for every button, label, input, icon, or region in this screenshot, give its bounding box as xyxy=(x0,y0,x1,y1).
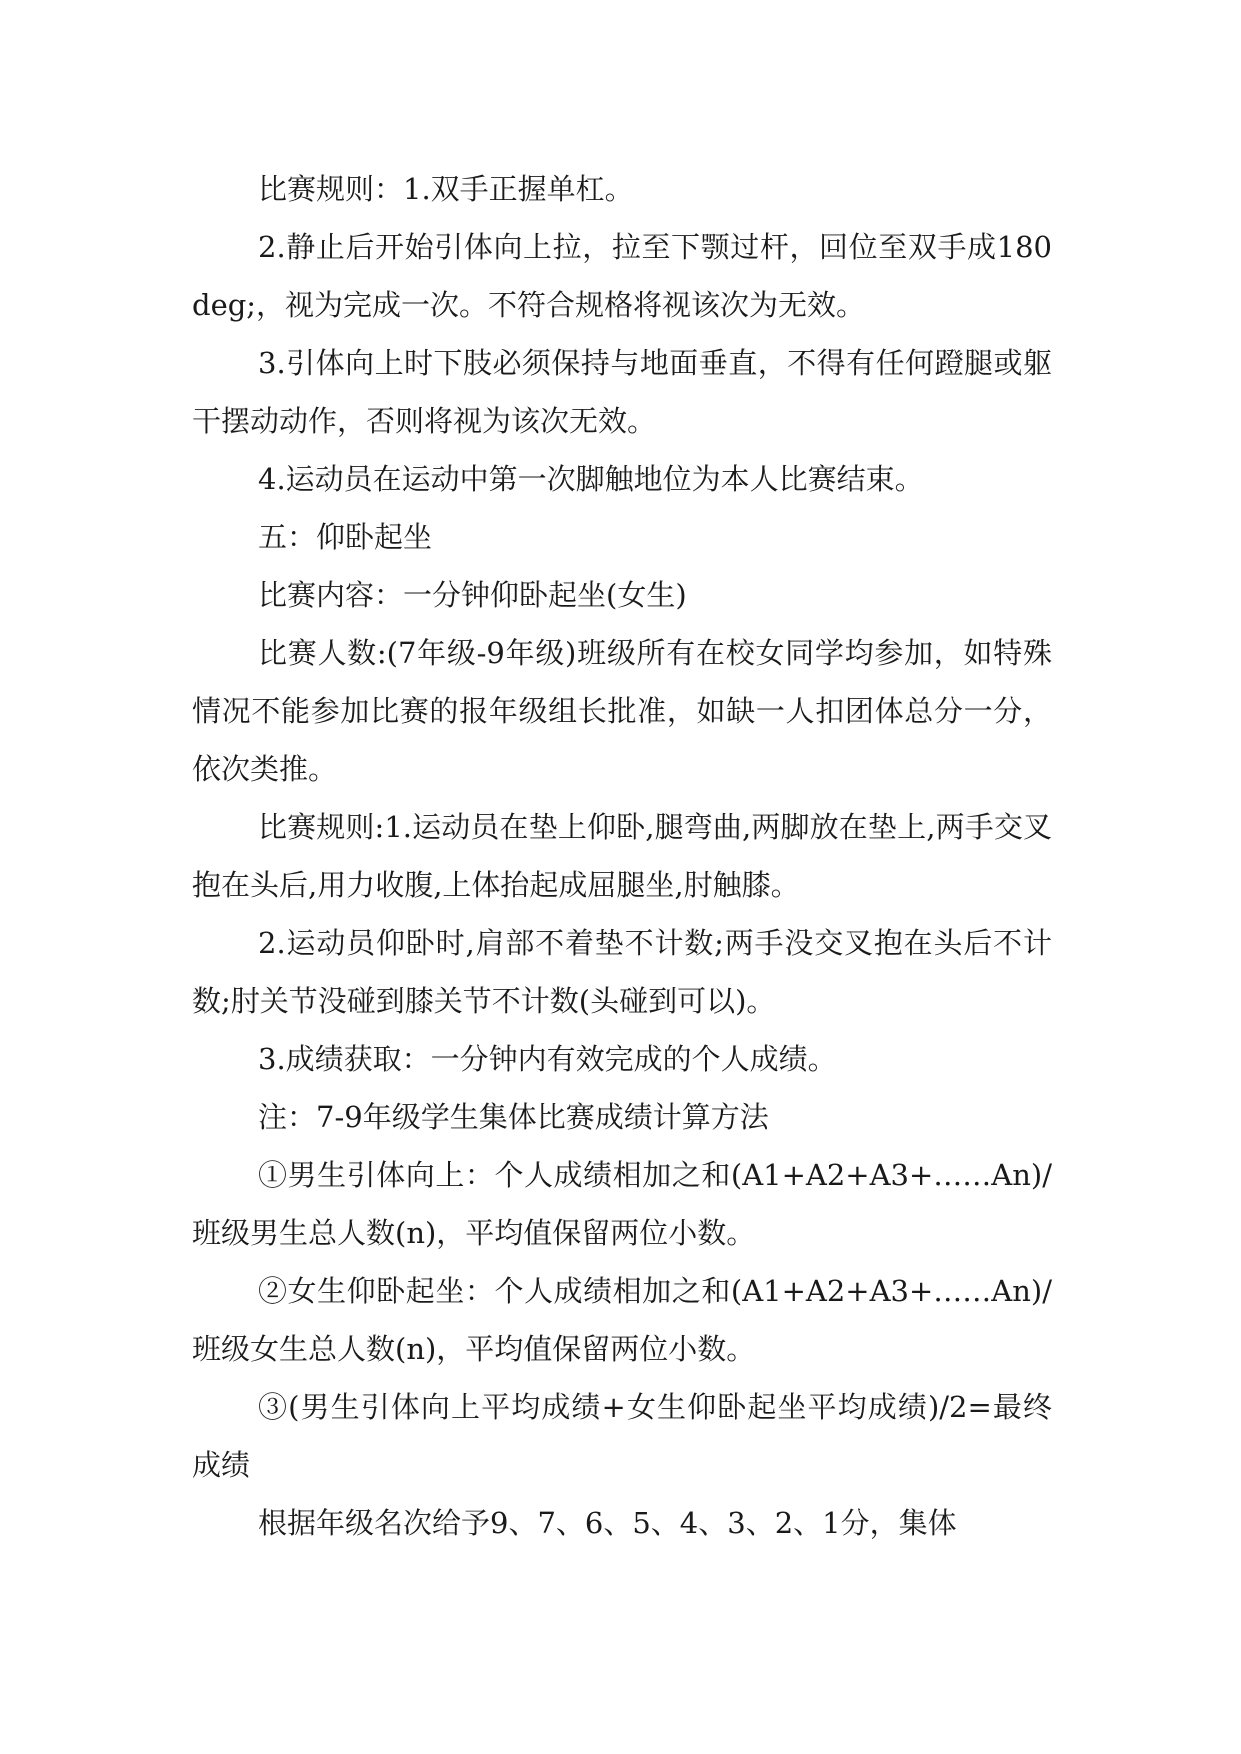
paragraph-ranking-points: 根据年级名次给予9、7、6、5、4、3、2、1分，集体 xyxy=(258,1506,957,1540)
paragraph-situps-content: 比赛内容：一分钟仰卧起坐(女生) xyxy=(258,578,687,612)
section-heading-situps: 五：仰卧起坐 xyxy=(258,520,433,554)
paragraph-pullup-rule-3: 3.引体向上时下肢必须保持与地面垂直，不得有任何蹬腿或躯干摆动动作，否则将视为该次无效。 xyxy=(192,346,1052,438)
document-body xyxy=(192,160,1052,1552)
paragraph-pullup-rule-2: 2.静止后开始引体向上拉，拉至下颚过杆，回位至双手成180deg;，视为完成一次。不符合规格将视该次为无效。 xyxy=(192,230,1052,322)
paragraph-situps-rule-1: 比赛规则:1.运动员在垫上仰卧,腿弯曲,两脚放在垫上,两手交叉抱在头后,用力收腹,上体抬起成屈腿坐,肘触膝。 xyxy=(192,810,1052,902)
paragraph-note-heading: 注：7-9年级学生集体比赛成绩计算方法 xyxy=(258,1100,769,1134)
paragraph-note-final: ③(男生引体向上平均成绩+女生仰卧起坐平均成绩)/2=最终成绩 xyxy=(192,1390,1052,1482)
paragraph-situps-rule-2: 2.运动员仰卧时,肩部不着垫不计数;两手没交叉抱在头后不计数;肘关节没碰到膝关节不计数(头碰到可以)。 xyxy=(192,926,1052,1018)
paragraph-situps-rule-3: 3.成绩获取：一分钟内有效完成的个人成绩。 xyxy=(258,1042,837,1076)
paragraph-pullup-rule-4: 4.运动员在运动中第一次脚触地位为本人比赛结束。 xyxy=(258,462,924,496)
paragraph-situps-participants: 比赛人数:(7年级-9年级)班级所有在校女同学均参加，如特殊情况不能参加比赛的报年级组长批准，如缺一人扣团体总分一分，依次类推。 xyxy=(192,636,1052,786)
paragraph-note-boys: ①男生引体向上：个人成绩相加之和(A1+A2+A3+……An)/班级男生总人数(n)，平均值保留两位小数。 xyxy=(192,1158,1052,1250)
paragraph-pullup-rule-1: 比赛规则：1.双手正握单杠。 xyxy=(258,172,634,206)
paragraph-note-girls: ②女生仰卧起坐：个人成绩相加之和(A1+A2+A3+……An)/班级女生总人数(n)，平均值保留两位小数。 xyxy=(192,1274,1052,1366)
